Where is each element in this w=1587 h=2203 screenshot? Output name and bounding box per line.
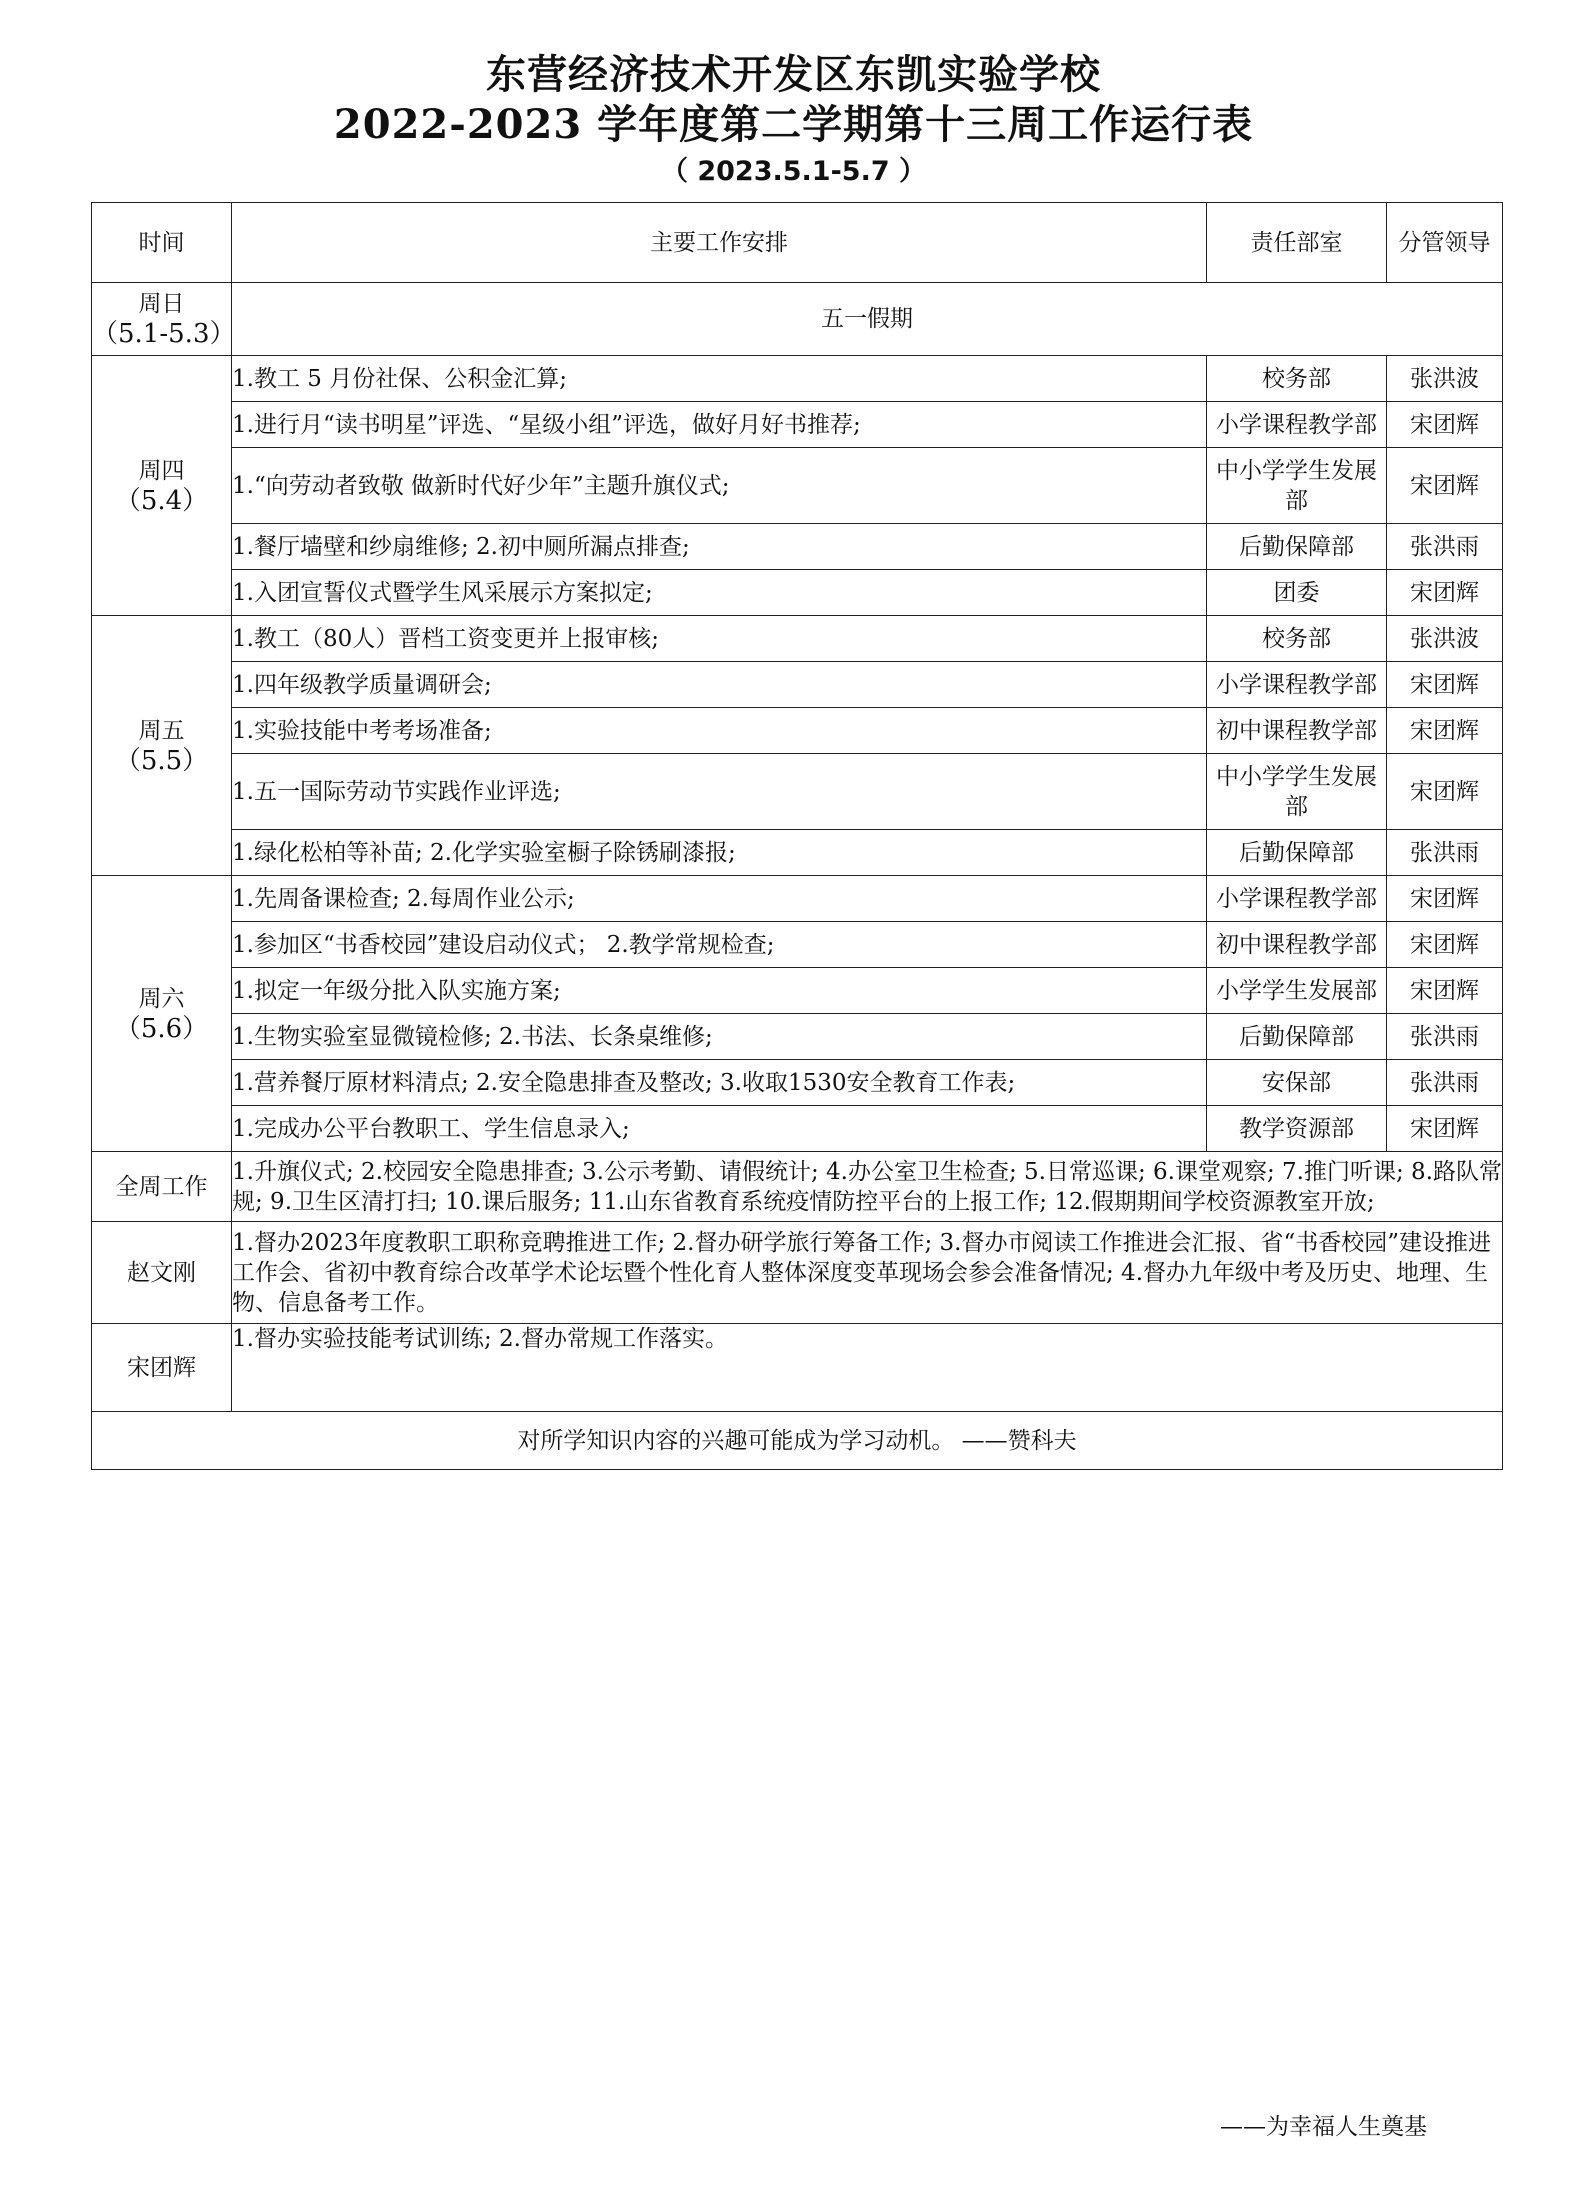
leader-song-text: 1.督办实验技能考试训练; 2.督办常规工作落实。 <box>232 1324 1503 1412</box>
task-cell: 1.四年级教学质量调研会; <box>232 662 1207 708</box>
date-range: （ 2023.5.1-5.7 ） <box>660 156 927 187</box>
day-name: 周五 <box>138 717 185 744</box>
day-cell-friday <box>92 616 232 876</box>
dept-cell: 中小学学生发展部 <box>1207 754 1387 830</box>
holiday-note: 五一假期 <box>232 283 1503 356</box>
lead-cell: 宋团辉 <box>1387 662 1503 708</box>
lead-cell: 张洪波 <box>1387 616 1503 662</box>
task-cell: 1.参加区“书香校园”建设启动仪式； 2.教学常规检查; <box>232 922 1207 968</box>
dept-cell: 小学学生发展部 <box>1207 968 1387 1014</box>
header-time: 时间 <box>92 203 232 283</box>
task-cell: 1.营养餐厅原材料清点; 2.安全隐患排查及整改; 3.收取1530安全教育工作表; <box>232 1060 1207 1106</box>
task-cell: 1.拟定一年级分批入队实施方案; <box>232 968 1207 1014</box>
table-row <box>92 570 1503 616</box>
table-row <box>92 1106 1503 1152</box>
table-row <box>92 876 1503 922</box>
lead-cell: 张洪雨 <box>1387 830 1503 876</box>
task-cell: 1.进行月“读书明星”评选、“星级小组”评选，做好月好书推荐; <box>232 402 1207 448</box>
table-row <box>92 616 1503 662</box>
day-name: 周六 <box>138 985 185 1012</box>
title-block <box>0 50 1587 190</box>
table-row <box>92 1412 1503 1470</box>
lead-cell: 张洪雨 <box>1387 1014 1503 1060</box>
dept-cell: 初中课程教学部 <box>1207 708 1387 754</box>
dept-cell: 初中课程教学部 <box>1207 922 1387 968</box>
day-date: （5.4） <box>114 485 209 516</box>
table-row <box>92 830 1503 876</box>
dept-cell: 后勤保障部 <box>1207 1014 1387 1060</box>
table-row <box>92 754 1503 830</box>
quote-cell: 对所学知识内容的兴趣可能成为学习动机。 ——赞科夫 <box>92 1412 1503 1470</box>
dept-cell: 团委 <box>1207 570 1387 616</box>
table-row <box>92 1152 1503 1222</box>
footer-motto: ——为幸福人生奠基 <box>1220 2114 1427 2140</box>
lead-cell: 宋团辉 <box>1387 1106 1503 1152</box>
dept-cell: 中小学学生发展部 <box>1207 448 1387 524</box>
table-row <box>92 402 1503 448</box>
dept-cell: 安保部 <box>1207 1060 1387 1106</box>
day-date: （5.1-5.3） <box>92 319 236 349</box>
day-name: 周四 <box>138 457 185 484</box>
table-row <box>92 708 1503 754</box>
lead-cell: 张洪波 <box>1387 356 1503 402</box>
dept-cell: 小学课程教学部 <box>1207 662 1387 708</box>
task-cell: 1.五一国际劳动节实践作业评选; <box>232 754 1207 830</box>
header-dept: 责任部室 <box>1207 203 1387 283</box>
table-row <box>92 1060 1503 1106</box>
task-cell: 1.先周备课检查; 2.每周作业公示; <box>232 876 1207 922</box>
week-work-text: 1.升旗仪式; 2.校园安全隐患排查; 3.公示考勤、请假统计; 4.办公室卫生检查; 5.日常巡课; 6.课堂观察; 7.推门听课; 8.路队常规; 9.卫生区清打扫; 10.课后服务; 11.山东省教育系统疫情防控平台的上报工作; 12.假期期间学校资源教室开放; <box>232 1152 1503 1222</box>
table-row <box>92 922 1503 968</box>
task-cell: 1.入团宣誓仪式暨学生风采展示方案拟定; <box>232 570 1207 616</box>
dept-cell: 校务部 <box>1207 356 1387 402</box>
table-row <box>92 662 1503 708</box>
dept-cell: 后勤保障部 <box>1207 830 1387 876</box>
school-name: 东营经济技术开发区东凯实验学校 <box>486 51 1101 98</box>
task-cell: 1.餐厅墙壁和纱扇维修; 2.初中厕所漏点排查; <box>232 524 1207 570</box>
lead-cell: 宋团辉 <box>1387 708 1503 754</box>
week-work-label: 全周工作 <box>92 1152 232 1222</box>
dept-cell: 校务部 <box>1207 616 1387 662</box>
task-cell: 1.教工 5 月份社保、公积金汇算; <box>232 356 1207 402</box>
task-cell: 1.绿化松柏等补苗; 2.化学实验室橱子除锈刷漆报; <box>232 830 1207 876</box>
lead-cell: 宋团辉 <box>1387 968 1503 1014</box>
task-cell: 1.生物实验室显微镜检修; 2.书法、长条桌维修; <box>232 1014 1207 1060</box>
dept-cell: 教学资源部 <box>1207 1106 1387 1152</box>
schedule-title: 2022-2023 学年度第二学期第十三周工作运行表 <box>333 101 1254 148</box>
day-name: 周日 <box>138 291 185 317</box>
leader-zhao-text: 1.督办2023年度教职工职称竞聘推进工作; 2.督办研学旅行筹备工作; 3.督办市阅读工作推进会汇报、省“书香校园”建设推进工作会、省初中教育综合改革学术论坛暨个性化育人整体深度变革现场会参会准备情况; 4.督办九年级中考及历史、地理、生物、信息备考工作。 <box>232 1222 1503 1324</box>
leader-zhao-label: 赵文刚 <box>92 1222 232 1324</box>
table-row <box>92 1014 1503 1060</box>
header-work: 主要工作安排 <box>232 203 1207 283</box>
task-cell: 1.实验技能中考考场准备; <box>232 708 1207 754</box>
task-cell: 1.“向劳动者致敬 做新时代好少年”主题升旗仪式; <box>232 448 1207 524</box>
lead-cell: 宋团辉 <box>1387 402 1503 448</box>
schedule-table <box>91 202 1503 1470</box>
day-cell-saturday <box>92 876 232 1152</box>
lead-cell: 宋团辉 <box>1387 570 1503 616</box>
lead-cell: 宋团辉 <box>1387 754 1503 830</box>
table-row <box>92 356 1503 402</box>
dept-cell: 后勤保障部 <box>1207 524 1387 570</box>
lead-cell: 张洪雨 <box>1387 1060 1503 1106</box>
task-cell: 1.教工（80人）晋档工资变更并上报审核; <box>232 616 1207 662</box>
lead-cell: 宋团辉 <box>1387 922 1503 968</box>
table-row <box>92 283 1503 356</box>
table-row <box>92 448 1503 524</box>
lead-cell: 宋团辉 <box>1387 876 1503 922</box>
task-cell: 1.完成办公平台教职工、学生信息录入; <box>232 1106 1207 1152</box>
lead-cell: 宋团辉 <box>1387 448 1503 524</box>
header-lead: 分管领导 <box>1387 203 1503 283</box>
day-cell-thursday <box>92 356 232 616</box>
day-cell-sunday <box>92 283 236 356</box>
dept-cell: 小学课程教学部 <box>1207 402 1387 448</box>
day-date: （5.6） <box>114 1013 209 1044</box>
table-header-row <box>92 203 1503 283</box>
leader-song-label: 宋团辉 <box>92 1324 232 1412</box>
table-row <box>92 968 1503 1014</box>
table-row <box>92 1324 1503 1412</box>
table-row <box>92 524 1503 570</box>
lead-cell: 张洪雨 <box>1387 524 1503 570</box>
day-date: （5.5） <box>114 745 209 776</box>
dept-cell: 小学课程教学部 <box>1207 876 1387 922</box>
table-row <box>92 1222 1503 1324</box>
